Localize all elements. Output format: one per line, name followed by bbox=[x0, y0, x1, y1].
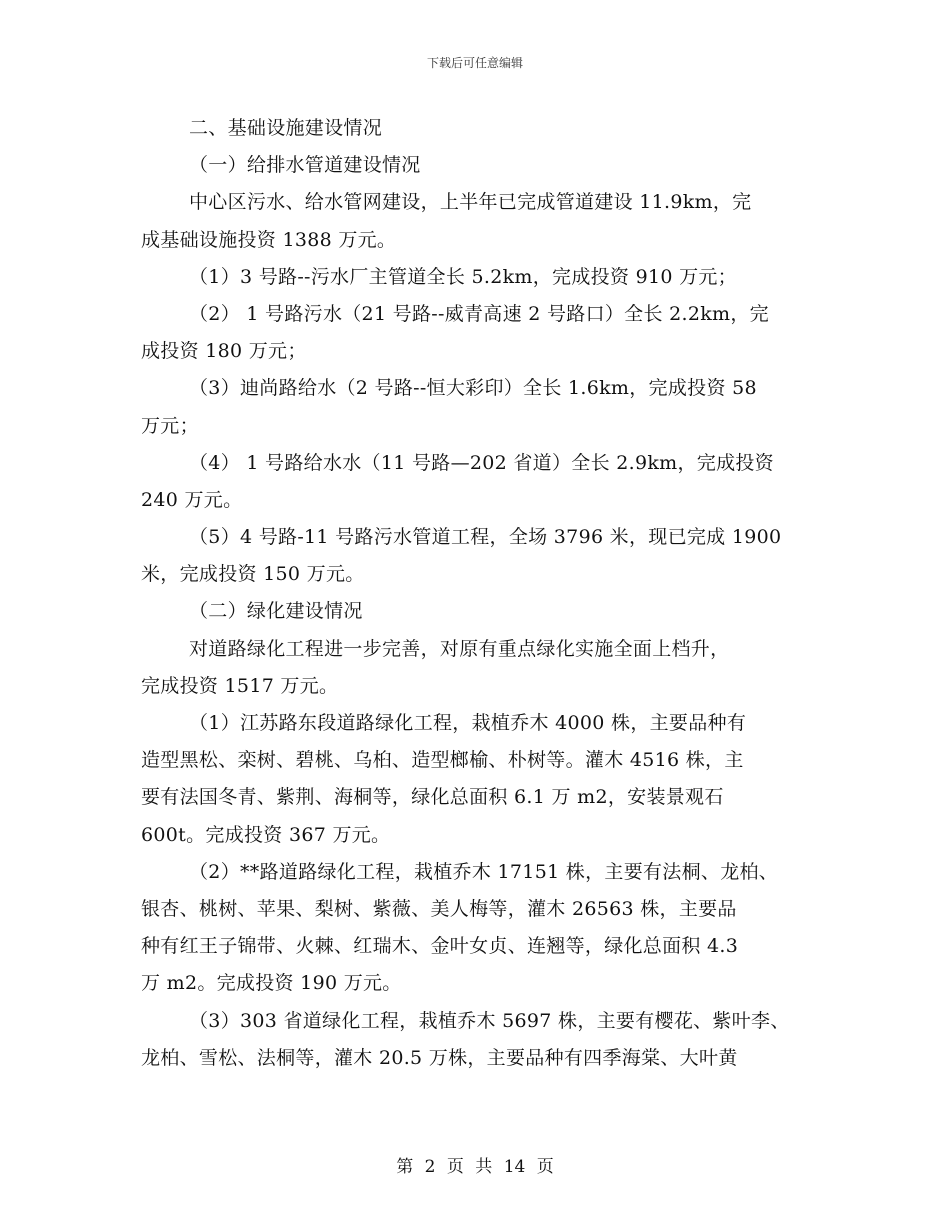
text-line: （5）4 号路-11 号路污水管道工程，全场 3796 米，现已完成 1900 bbox=[189, 526, 782, 549]
text-line: （二）绿化建设情况 bbox=[189, 600, 363, 623]
text-line: 种有红王子锦带、火棘、红瑞木、金叶女贞、连翘等，绿化总面积 4.3 bbox=[141, 935, 739, 958]
text-line: 二、基础设施建设情况 bbox=[189, 117, 383, 139]
text-line: 600t。完成投资 367 万元。 bbox=[141, 823, 391, 846]
text-line: 成投资 180 万元； bbox=[141, 340, 307, 363]
text-line: 中心区污水、给水管网建设，上半年已完成管道建设 11.9km，完 bbox=[189, 191, 752, 214]
text-line: （一）给排水管道建设情况 bbox=[189, 154, 421, 177]
text-line: 成基础设施投资 1388 万元。 bbox=[141, 228, 397, 251]
text-line: 完成投资 1517 万元。 bbox=[141, 674, 339, 697]
text-line: （1）江苏路东段道路绿化工程，栽植乔木 4000 株，主要品种有 bbox=[189, 712, 747, 734]
text-line: （3）303 省道绿化工程，栽植乔木 5697 株，主要有樱花、紫叶李、 bbox=[189, 1009, 790, 1032]
page-number: 第 2 页 共 14 页 bbox=[396, 1157, 554, 1177]
text-line: 银杏、桃树、苹果、梨树、紫薇、美人梅等，灌木 26563 株，主要品 bbox=[141, 897, 737, 920]
text-line: 240 万元。 bbox=[141, 488, 243, 511]
text-line: （1）3 号路--污水厂主管道全长 5.2km，完成投资 910 万元； bbox=[189, 265, 737, 288]
text-line: （4） 1 号路给水水（11 号路—202 省道）全长 2.9km，完成投资 bbox=[189, 451, 774, 474]
text-line: 万元； bbox=[141, 414, 199, 437]
text-line: （3）迪尚路给水（2 号路--恒大彩印）全长 1.6km，完成投资 58 bbox=[189, 377, 757, 400]
text-line: 对道路绿化工程进一步完善，对原有重点绿化实施全面上档升， bbox=[189, 637, 730, 660]
text-line: 米，完成投资 150 万元。 bbox=[141, 563, 365, 586]
text-line: 万 m2。完成投资 190 万元。 bbox=[141, 972, 402, 995]
text-line: （2） 1 号路污水（21 号路--威青高速 2 号路口）全长 2.2km，完 bbox=[189, 302, 769, 325]
text-line: 要有法国冬青、紫荆、海桐等，绿化总面积 6.1 万 m2，安装景观石 bbox=[141, 786, 724, 809]
text-line: 造型黑松、栾树、碧桃、乌桕、造型榔榆、朴树等。灌木 4516 株，主 bbox=[141, 749, 744, 772]
text-line: （2）**路道路绿化工程，栽植乔木 17151 株，主要有法桐、龙柏、 bbox=[189, 860, 779, 883]
text-line: 龙柏、雪松、法桐等，灌木 20.5 万株，主要品种有四季海棠、大叶黄 bbox=[141, 1046, 738, 1069]
header-note: 下载后可任意编辑 bbox=[426, 56, 523, 70]
document-body bbox=[141, 110, 821, 1077]
